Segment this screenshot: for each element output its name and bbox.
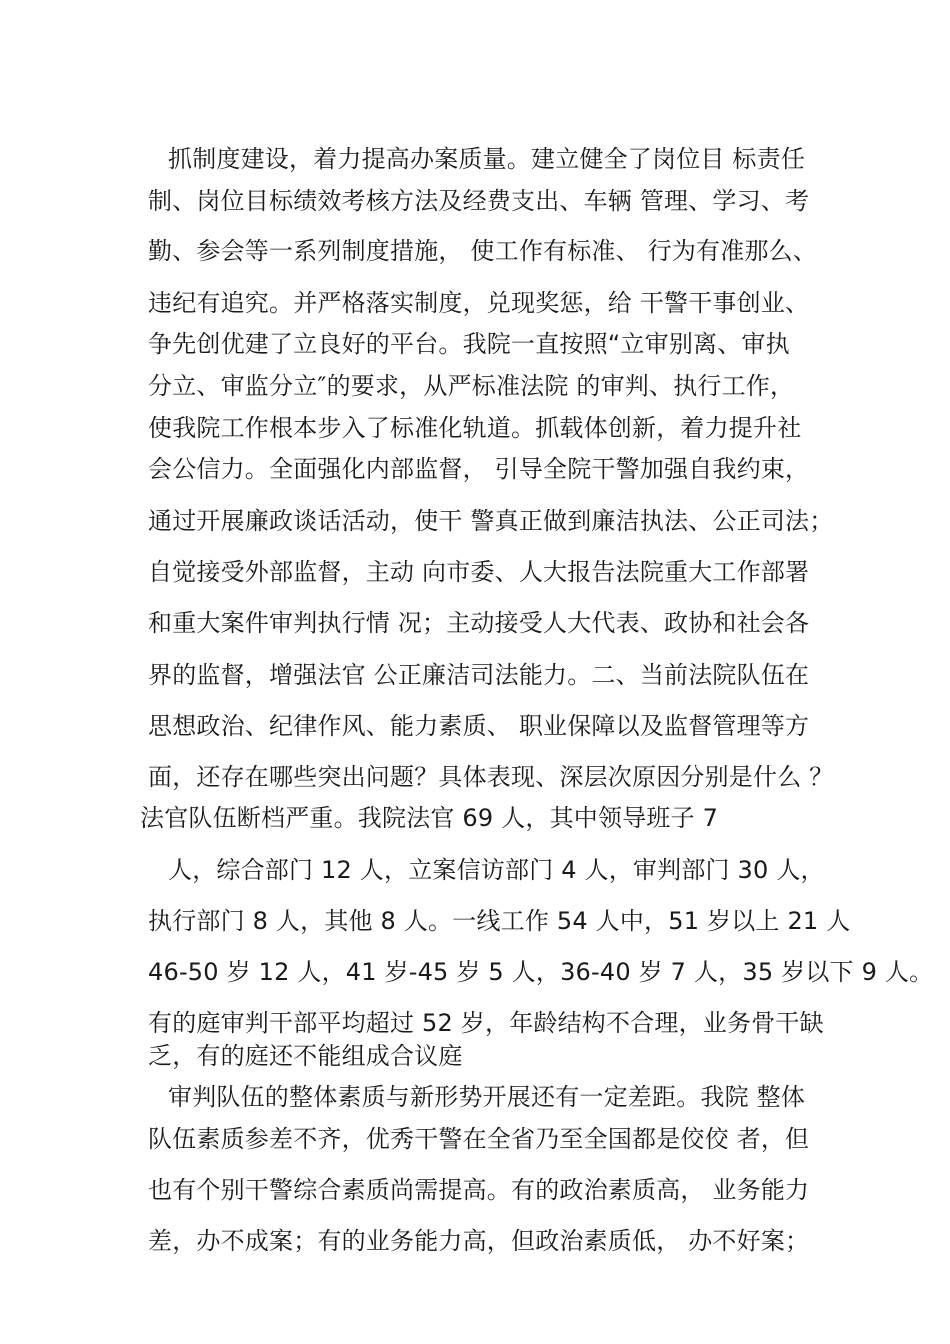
text-line: 也有个别干警综合素质尚需提高。有的政治素质高， 业务能力 [148, 1176, 810, 1204]
text-line: 队伍素质参差不齐，优秀干警在全省乃至全国都是佼佼 者，但 [148, 1125, 810, 1153]
text-line: 会公信力。全面强化内部监督， 引导全院干警加强自我约束， [148, 455, 810, 483]
text-line: 勤、参会等一系列制度措施， 使工作有标准、 行为有准那么、 [148, 237, 818, 265]
text-line: 自觉接受外部监督，主动 向市委、人大报告法院重大工作部署 [148, 558, 810, 586]
text-line: 制、岗位目标绩效考核方法及经费支出、车辆 管理、学习、考 [148, 187, 810, 215]
text-line: 差，办不成案；有的业务能力高，但政治素质低， 办不好案； [148, 1227, 810, 1255]
text-line: 有的庭审判干部平均超过 52 岁，年龄结构不合理，业务骨干缺 [148, 1009, 824, 1037]
text-line: 界的监督，增强法官 公正廉洁司法能力。二、当前法院队伍在 [148, 661, 810, 689]
text-line: 抓制度建设，着力提高办案质量。建立健全了岗位目 标责任 [168, 145, 806, 173]
text-line: 46-50 岁 12 人，41 岁-45 岁 5 人，36-40 岁 7 人，35 岁以下 9 人。 [148, 958, 934, 986]
text-line: 和重大案件审判执行情 况；主动接受人大代表、政协和社会各 [148, 609, 810, 637]
text-line: 审判队伍的整体素质与新形势开展还有一定差距。我院 整体 [168, 1083, 806, 1111]
text-line: 违纪有追究。并严格落实制度，兑现奖惩，给 干警干事创业、 [148, 289, 810, 317]
text-line: 思想政治、纪律作风、能力素质、 职业保障以及监督管理等方 [148, 712, 810, 740]
text-line: 执行部门 8 人，其他 8 人。一线工作 54 人中，51 岁以上 21 人 [148, 907, 851, 935]
text-line: 法官队伍断档严重。我院法官 69 人，其中领导班子 7 [140, 804, 719, 832]
text-line: 使我院工作根本步入了标准化轨道。抓载体创新，着力提升社 [148, 414, 802, 442]
text-line: 面，还存在哪些突出问题？具体表现、深层次原因分别是什么 ？ [148, 763, 834, 791]
text-line: 争先创优建了立良好的平台。我院一直按照“立审别离、审执 [148, 330, 790, 358]
text-line: 乏，有的庭还不能组成合议庭 [148, 1042, 463, 1070]
text-line: 人，综合部门 12 人，立案信访部门 4 人，审判部门 30 人， [168, 856, 825, 884]
text-line: 通过开展廉政谈话活动，使干 警真正做到廉洁执法、公正司法； [148, 507, 834, 535]
text-line: 分立、审监分立″的要求，从严标准法院 的审判、执行工作， [148, 372, 795, 400]
